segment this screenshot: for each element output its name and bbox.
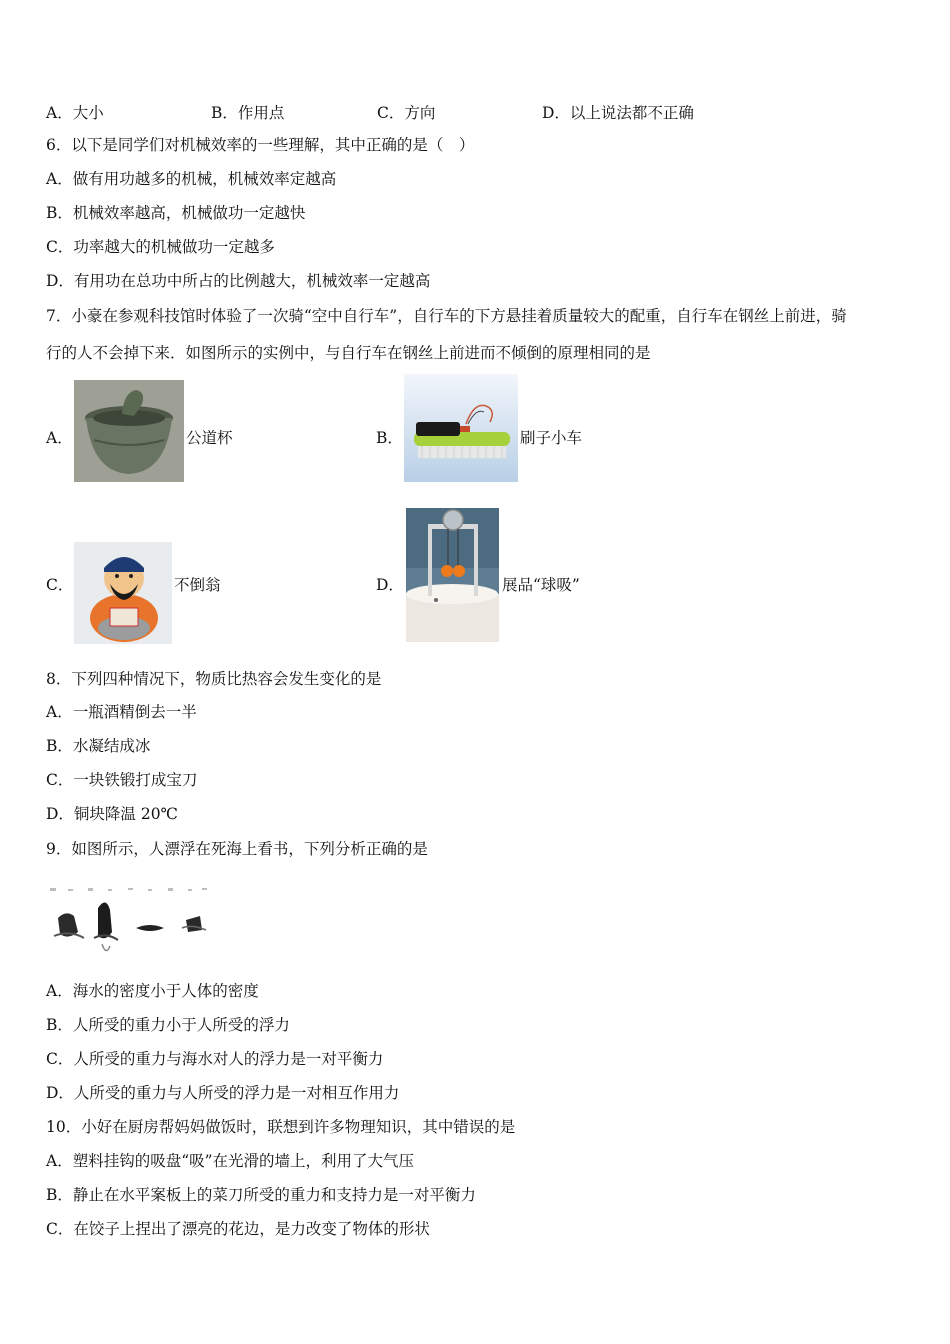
q6-option-b: B．机械效率越高，机械做功一定越快 [46,204,306,222]
gongdao-cup-image [74,380,184,482]
q8-option-b: B．水凝结成冰 [46,737,151,755]
q10-option-c: C．在饺子上捏出了漂亮的花边，是力改变了物体的形状 [46,1220,430,1238]
q10-option-b: B．静止在水平案板上的菜刀所受的重力和支持力是一对平衡力 [46,1186,476,1204]
q9-stem: 9．如图所示，人漂浮在死海上看书，下列分析正确的是 [46,840,428,858]
q7-caption-b: 刷子小车 [520,429,583,447]
brush-car-image [404,374,518,482]
q9-option-d: D．人所受的重力与人所受的浮力是一对相互作用力 [46,1084,400,1102]
q8-option-c: C．一块铁锻打成宝刀 [46,771,198,789]
q8-option-a: A．一瓶酒精倒去一半 [46,703,197,721]
q5-option-d: D．以上说法都不正确 [542,104,694,122]
dead-sea-float-image [50,880,210,960]
q6-option-d: D．有用功在总功中所占的比例越大，机械效率一定越高 [46,272,431,290]
q6-option-a: A．做有用功越多的机械，机械效率定越高 [46,170,337,188]
q5-option-a: A．大小 [46,104,104,122]
q8-option-d: D．铜块降温 20℃ [46,805,178,823]
ball-suction-exhibit-image [406,508,499,642]
q10-stem: 10．小好在厨房帮妈妈做饭时，联想到许多物理知识，其中错误的是 [46,1118,516,1136]
q5-option-c: C．方向 [377,104,436,122]
tumbler-toy-image [74,542,172,644]
q5-option-b: B．作用点 [211,104,285,122]
q7-option-c-letter: C． [46,576,74,594]
q7-option-d-letter: D． [376,576,404,594]
q7-stem-line1: 7．小豪在参观科技馆时体验了一次骑“空中自行车”，自行车的下方悬挂着质量较大的配重，自行车在钢丝上前进，骑 [46,307,847,325]
q6-stem: 6．以下是同学们对机械效率的一些理解，其中正确的是（ ） [46,136,475,154]
q9-option-c: C．人所受的重力与海水对人的浮力是一对平衡力 [46,1050,384,1068]
q9-option-a: A．海水的密度小于人体的密度 [46,982,259,1000]
q7-caption-c: 不倒翁 [174,576,221,594]
q10-option-a: A．塑料挂钩的吸盘“吸”在光滑的墙上，利用了大气压 [46,1152,415,1170]
q7-option-a-letter: A． [46,429,73,447]
q6-option-c: C．功率越大的机械做功一定越多 [46,238,275,256]
q7-caption-d: 展品“球吸” [502,576,580,594]
q7-option-b-letter: B． [376,429,403,447]
q7-stem-line2: 行的人不会掉下来．如图所示的实例中，与自行车在钢丝上前进而不倾倒的原理相同的是 [46,344,651,362]
q7-caption-a: 公道杯 [186,429,233,447]
q9-option-b: B．人所受的重力小于人所受的浮力 [46,1016,290,1034]
q8-stem: 8．下列四种情况下，物质比热容会发生变化的是 [46,670,382,688]
